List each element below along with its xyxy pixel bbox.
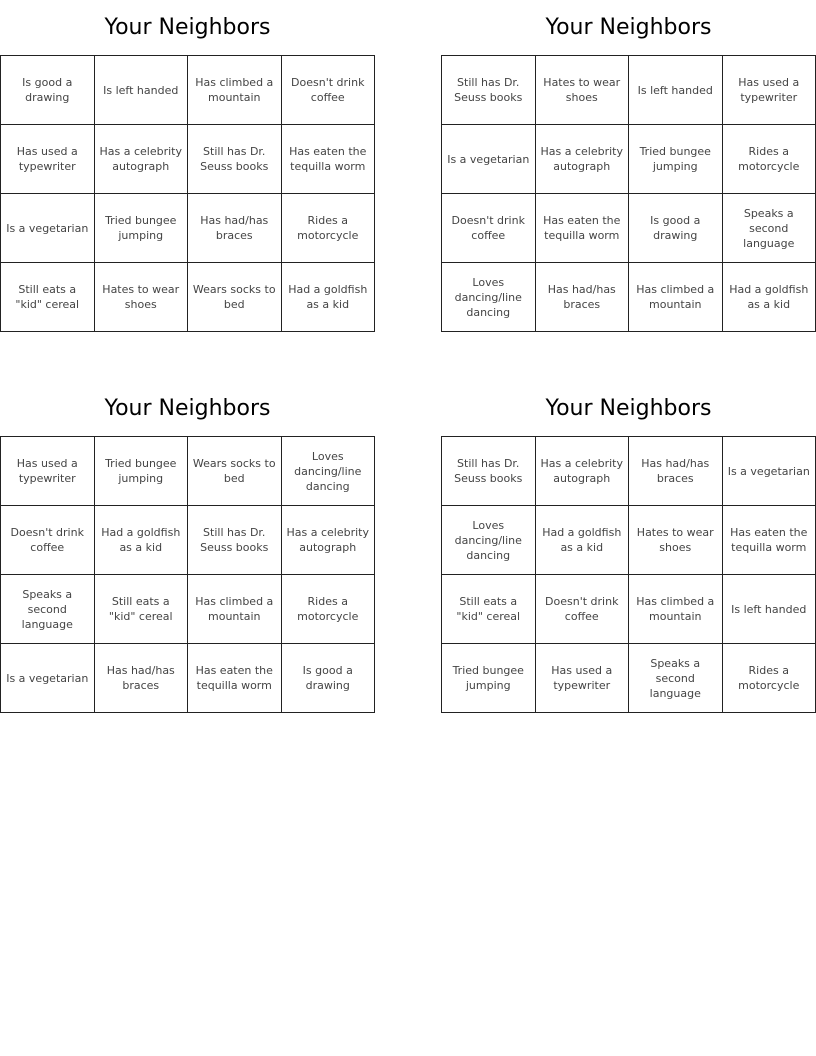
bingo-cell: Has eaten the tequilla worm: [722, 506, 816, 575]
grid-row: [1, 644, 375, 713]
bingo-cell: Still has Dr. Seuss books: [442, 56, 536, 125]
bingo-cell: Wears socks to bed: [188, 263, 282, 332]
bingo-card-1: [0, 0, 375, 332]
bingo-cell: Has eaten the tequilla worm: [188, 644, 282, 713]
bingo-cell: Still has Dr. Seuss books: [442, 437, 536, 506]
bingo-cell: Doesn't drink coffee: [442, 194, 536, 263]
bingo-cell: Has climbed a mountain: [629, 263, 723, 332]
bingo-cell: Is good a drawing: [629, 194, 723, 263]
bingo-cell: Loves dancing/line dancing: [442, 506, 536, 575]
bingo-cell: Had a goldfish as a kid: [94, 506, 188, 575]
bingo-cell: Has had/has braces: [629, 437, 723, 506]
bingo-cell: Has a celebrity autograph: [94, 125, 188, 194]
bingo-cell: Has had/has braces: [535, 263, 629, 332]
grid-row: [442, 125, 816, 194]
bingo-cell: Has climbed a mountain: [188, 56, 282, 125]
bingo-cell: Hates to wear shoes: [535, 56, 629, 125]
grid-row: [1, 194, 375, 263]
bingo-cell: Loves dancing/line dancing: [281, 437, 375, 506]
bingo-cell: Rides a motorcycle: [722, 125, 816, 194]
bingo-cell: Is left handed: [629, 56, 723, 125]
bingo-cell: Still eats a "kid" cereal: [1, 263, 95, 332]
bingo-cell: Speaks a second language: [1, 575, 95, 644]
bingo-cell: Has used a typewriter: [1, 125, 95, 194]
bingo-cell: Has used a typewriter: [722, 56, 816, 125]
grid-row: [442, 437, 816, 506]
bingo-cell: Has climbed a mountain: [629, 575, 723, 644]
bingo-cell: Is left handed: [722, 575, 816, 644]
bingo-cell: Wears socks to bed: [188, 437, 282, 506]
bingo-cell: Has used a typewriter: [1, 437, 95, 506]
bingo-cell: Tried bungee jumping: [442, 644, 536, 713]
bingo-cell: Has eaten the tequilla worm: [535, 194, 629, 263]
grid-row: [1, 263, 375, 332]
bingo-cell: Has climbed a mountain: [188, 575, 282, 644]
bingo-grid: [0, 55, 375, 332]
bingo-cell: Rides a motorcycle: [722, 644, 816, 713]
bingo-cell: Has had/has braces: [94, 644, 188, 713]
bingo-card-4: [441, 381, 816, 713]
grid-row: [1, 506, 375, 575]
bingo-cell: Had a goldfish as a kid: [722, 263, 816, 332]
bingo-cell: Loves dancing/line dancing: [442, 263, 536, 332]
bingo-cell: Still has Dr. Seuss books: [188, 125, 282, 194]
bingo-cell: Has had/has braces: [188, 194, 282, 263]
bingo-cell: Has used a typewriter: [535, 644, 629, 713]
card-title: Your Neighbors: [545, 396, 712, 421]
bingo-cell: Still has Dr. Seuss books: [188, 506, 282, 575]
bingo-cell: Speaks a second language: [722, 194, 816, 263]
bingo-cell: Doesn't drink coffee: [1, 506, 95, 575]
bingo-cell: Is a vegetarian: [1, 194, 95, 263]
bingo-cell: Rides a motorcycle: [281, 194, 375, 263]
bingo-cell: Is left handed: [94, 56, 188, 125]
bingo-cell: Is good a drawing: [281, 644, 375, 713]
grid-row: [1, 125, 375, 194]
bingo-grid: [441, 55, 816, 332]
bingo-cell: Tried bungee jumping: [629, 125, 723, 194]
grid-row: [1, 56, 375, 125]
grid-row: [442, 506, 816, 575]
bingo-cell: Is a vegetarian: [722, 437, 816, 506]
grid-row: [442, 644, 816, 713]
grid-row: [442, 575, 816, 644]
grid-row: [442, 56, 816, 125]
bingo-cell: Doesn't drink coffee: [535, 575, 629, 644]
bingo-cell: Had a goldfish as a kid: [535, 506, 629, 575]
grid-row: [442, 194, 816, 263]
bingo-cell: Has a celebrity autograph: [535, 437, 629, 506]
bingo-card-2: [441, 0, 816, 332]
bingo-cell: Hates to wear shoes: [629, 506, 723, 575]
bingo-cell: Had a goldfish as a kid: [281, 263, 375, 332]
bingo-grid: [0, 436, 375, 713]
grid-row: [1, 437, 375, 506]
bingo-cell: Has a celebrity autograph: [281, 506, 375, 575]
bingo-cell: Rides a motorcycle: [281, 575, 375, 644]
bingo-cell: Is good a drawing: [1, 56, 95, 125]
bingo-cell: Still eats a "kid" cereal: [94, 575, 188, 644]
bingo-cell: Hates to wear shoes: [94, 263, 188, 332]
bingo-cell: Doesn't drink coffee: [281, 56, 375, 125]
bingo-cell: Is a vegetarian: [442, 125, 536, 194]
bingo-cell: Has a celebrity autograph: [535, 125, 629, 194]
grid-row: [442, 263, 816, 332]
card-title: Your Neighbors: [104, 396, 271, 421]
bingo-cell: Tried bungee jumping: [94, 194, 188, 263]
bingo-cell: Still eats a "kid" cereal: [442, 575, 536, 644]
bingo-cell: Has eaten the tequilla worm: [281, 125, 375, 194]
card-title: Your Neighbors: [104, 15, 271, 40]
bingo-grid: [441, 436, 816, 713]
bingo-cell: Is a vegetarian: [1, 644, 95, 713]
grid-row: [1, 575, 375, 644]
bingo-cell: Tried bungee jumping: [94, 437, 188, 506]
card-title: Your Neighbors: [545, 15, 712, 40]
bingo-cell: Speaks a second language: [629, 644, 723, 713]
bingo-card-3: [0, 381, 375, 713]
